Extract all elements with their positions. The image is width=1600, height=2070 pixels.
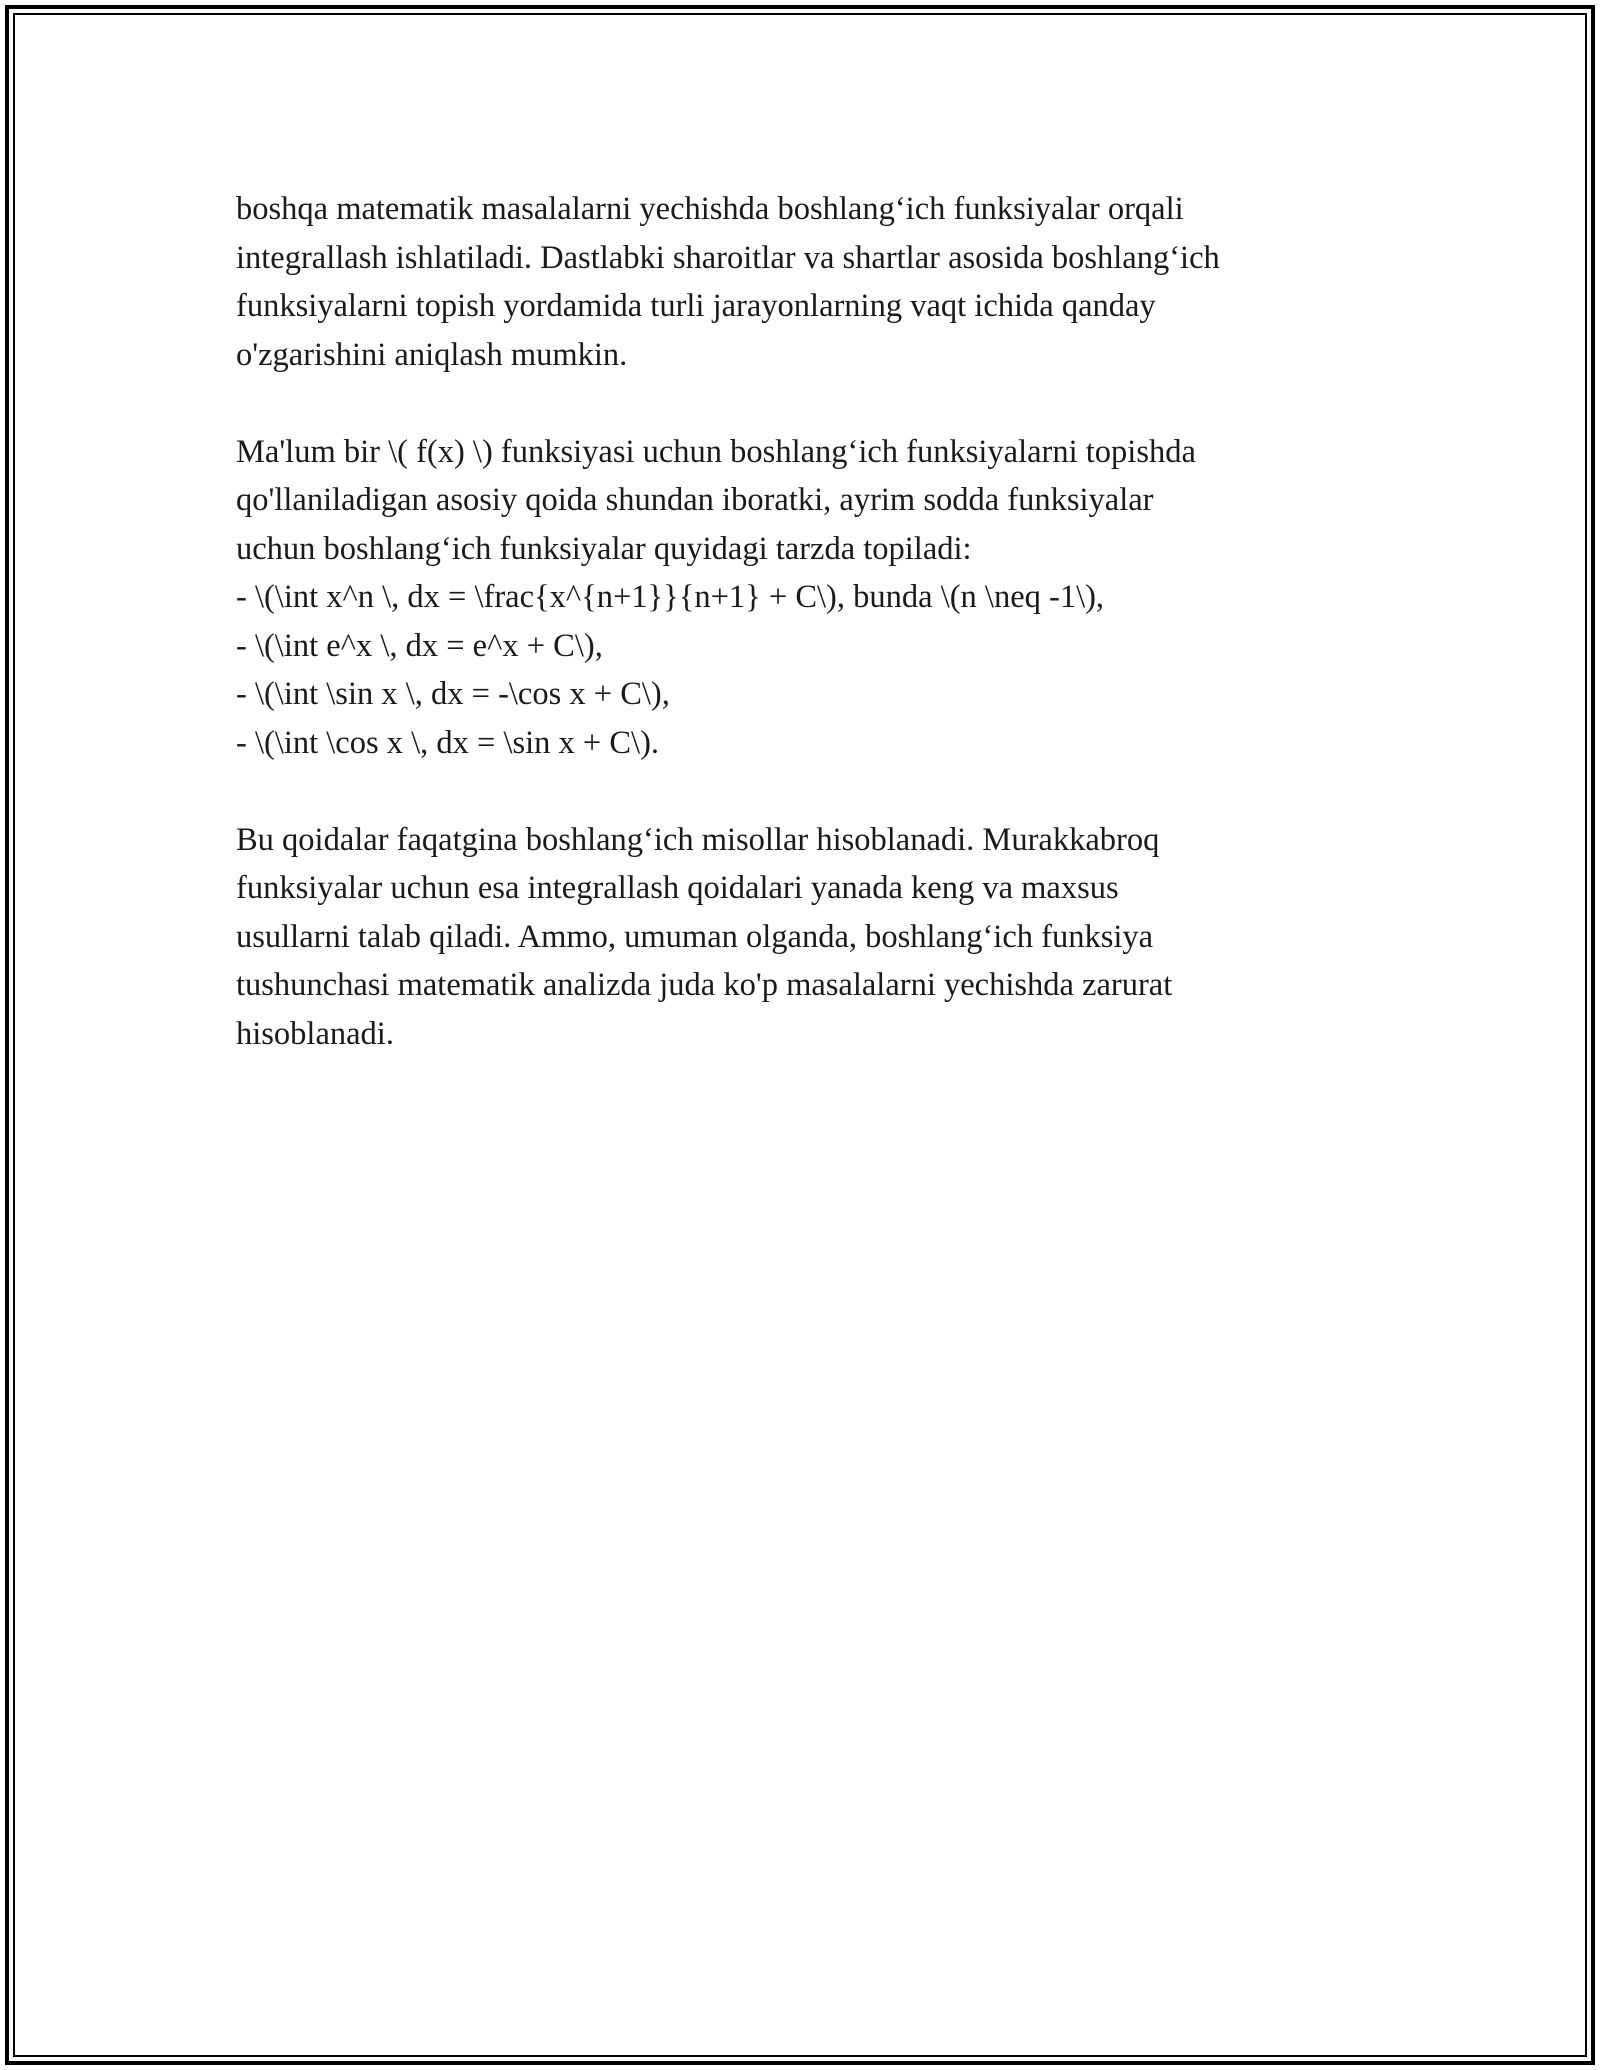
- formula-line: - \(\int e^x \, dx = e^x + C\),: [236, 627, 603, 664]
- text-line: funksiyalarni topish yordamida turli jarayonlarning vaqt ichida qanday: [236, 288, 1156, 324]
- paragraph-3: [236, 816, 1386, 1059]
- text-line: funksiyalar uchun esa integrallash qoidalari yanada keng va maxsus: [236, 870, 1119, 906]
- text-line: tushunchasi matematik analizda juda ko'p masalalarni yechishda zarurat: [236, 967, 1173, 1003]
- formula-line: - \(\int x^n \, dx = \frac{x^{n+1}}{n+1} + C\), bunda \(n \neq -1\),: [236, 579, 1105, 615]
- document-body: [236, 185, 1386, 1058]
- text-line: Ma'lum bir \( f(x) \) funksiyasi uchun boshlang‘ich funksiyalarni topishda: [236, 433, 1196, 470]
- paragraph-spacer: [236, 767, 1386, 816]
- text-line: uchun boshlang‘ich funksiyalar quyidagi tarzda topiladi:: [236, 530, 972, 567]
- text-line: boshqa matematik masalalarni yechishda boshlang‘ich funksiyalar orqali: [236, 191, 1184, 227]
- text-line: o'zgarishini aniqlash mumkin.: [236, 336, 628, 373]
- paragraph-1: [236, 185, 1386, 379]
- paragraph-2: [236, 428, 1386, 768]
- formula-line: - \(\int \cos x \, dx = \sin x + C\).: [236, 724, 660, 761]
- paragraph-spacer: [236, 379, 1386, 428]
- text-line: integrallash ishlatiladi. Dastlabki sharoitlar va shartlar asosida boshlang‘ich: [236, 239, 1220, 276]
- formula-line: - \(\int \sin x \, dx = -\cos x + C\),: [236, 676, 670, 712]
- text-line: qo'llaniladigan asosiy qoida shundan iboratki, ayrim sodda funksiyalar: [236, 482, 1154, 518]
- text-line: usullarni talab qiladi. Ammo, umuman olganda, boshlang‘ich funksiya: [236, 918, 1154, 955]
- text-line: Bu qoidalar faqatgina boshlang‘ich misollar hisoblanadi. Murakkabroq: [236, 821, 1160, 858]
- text-line: hisoblanadi.: [236, 1015, 394, 1052]
